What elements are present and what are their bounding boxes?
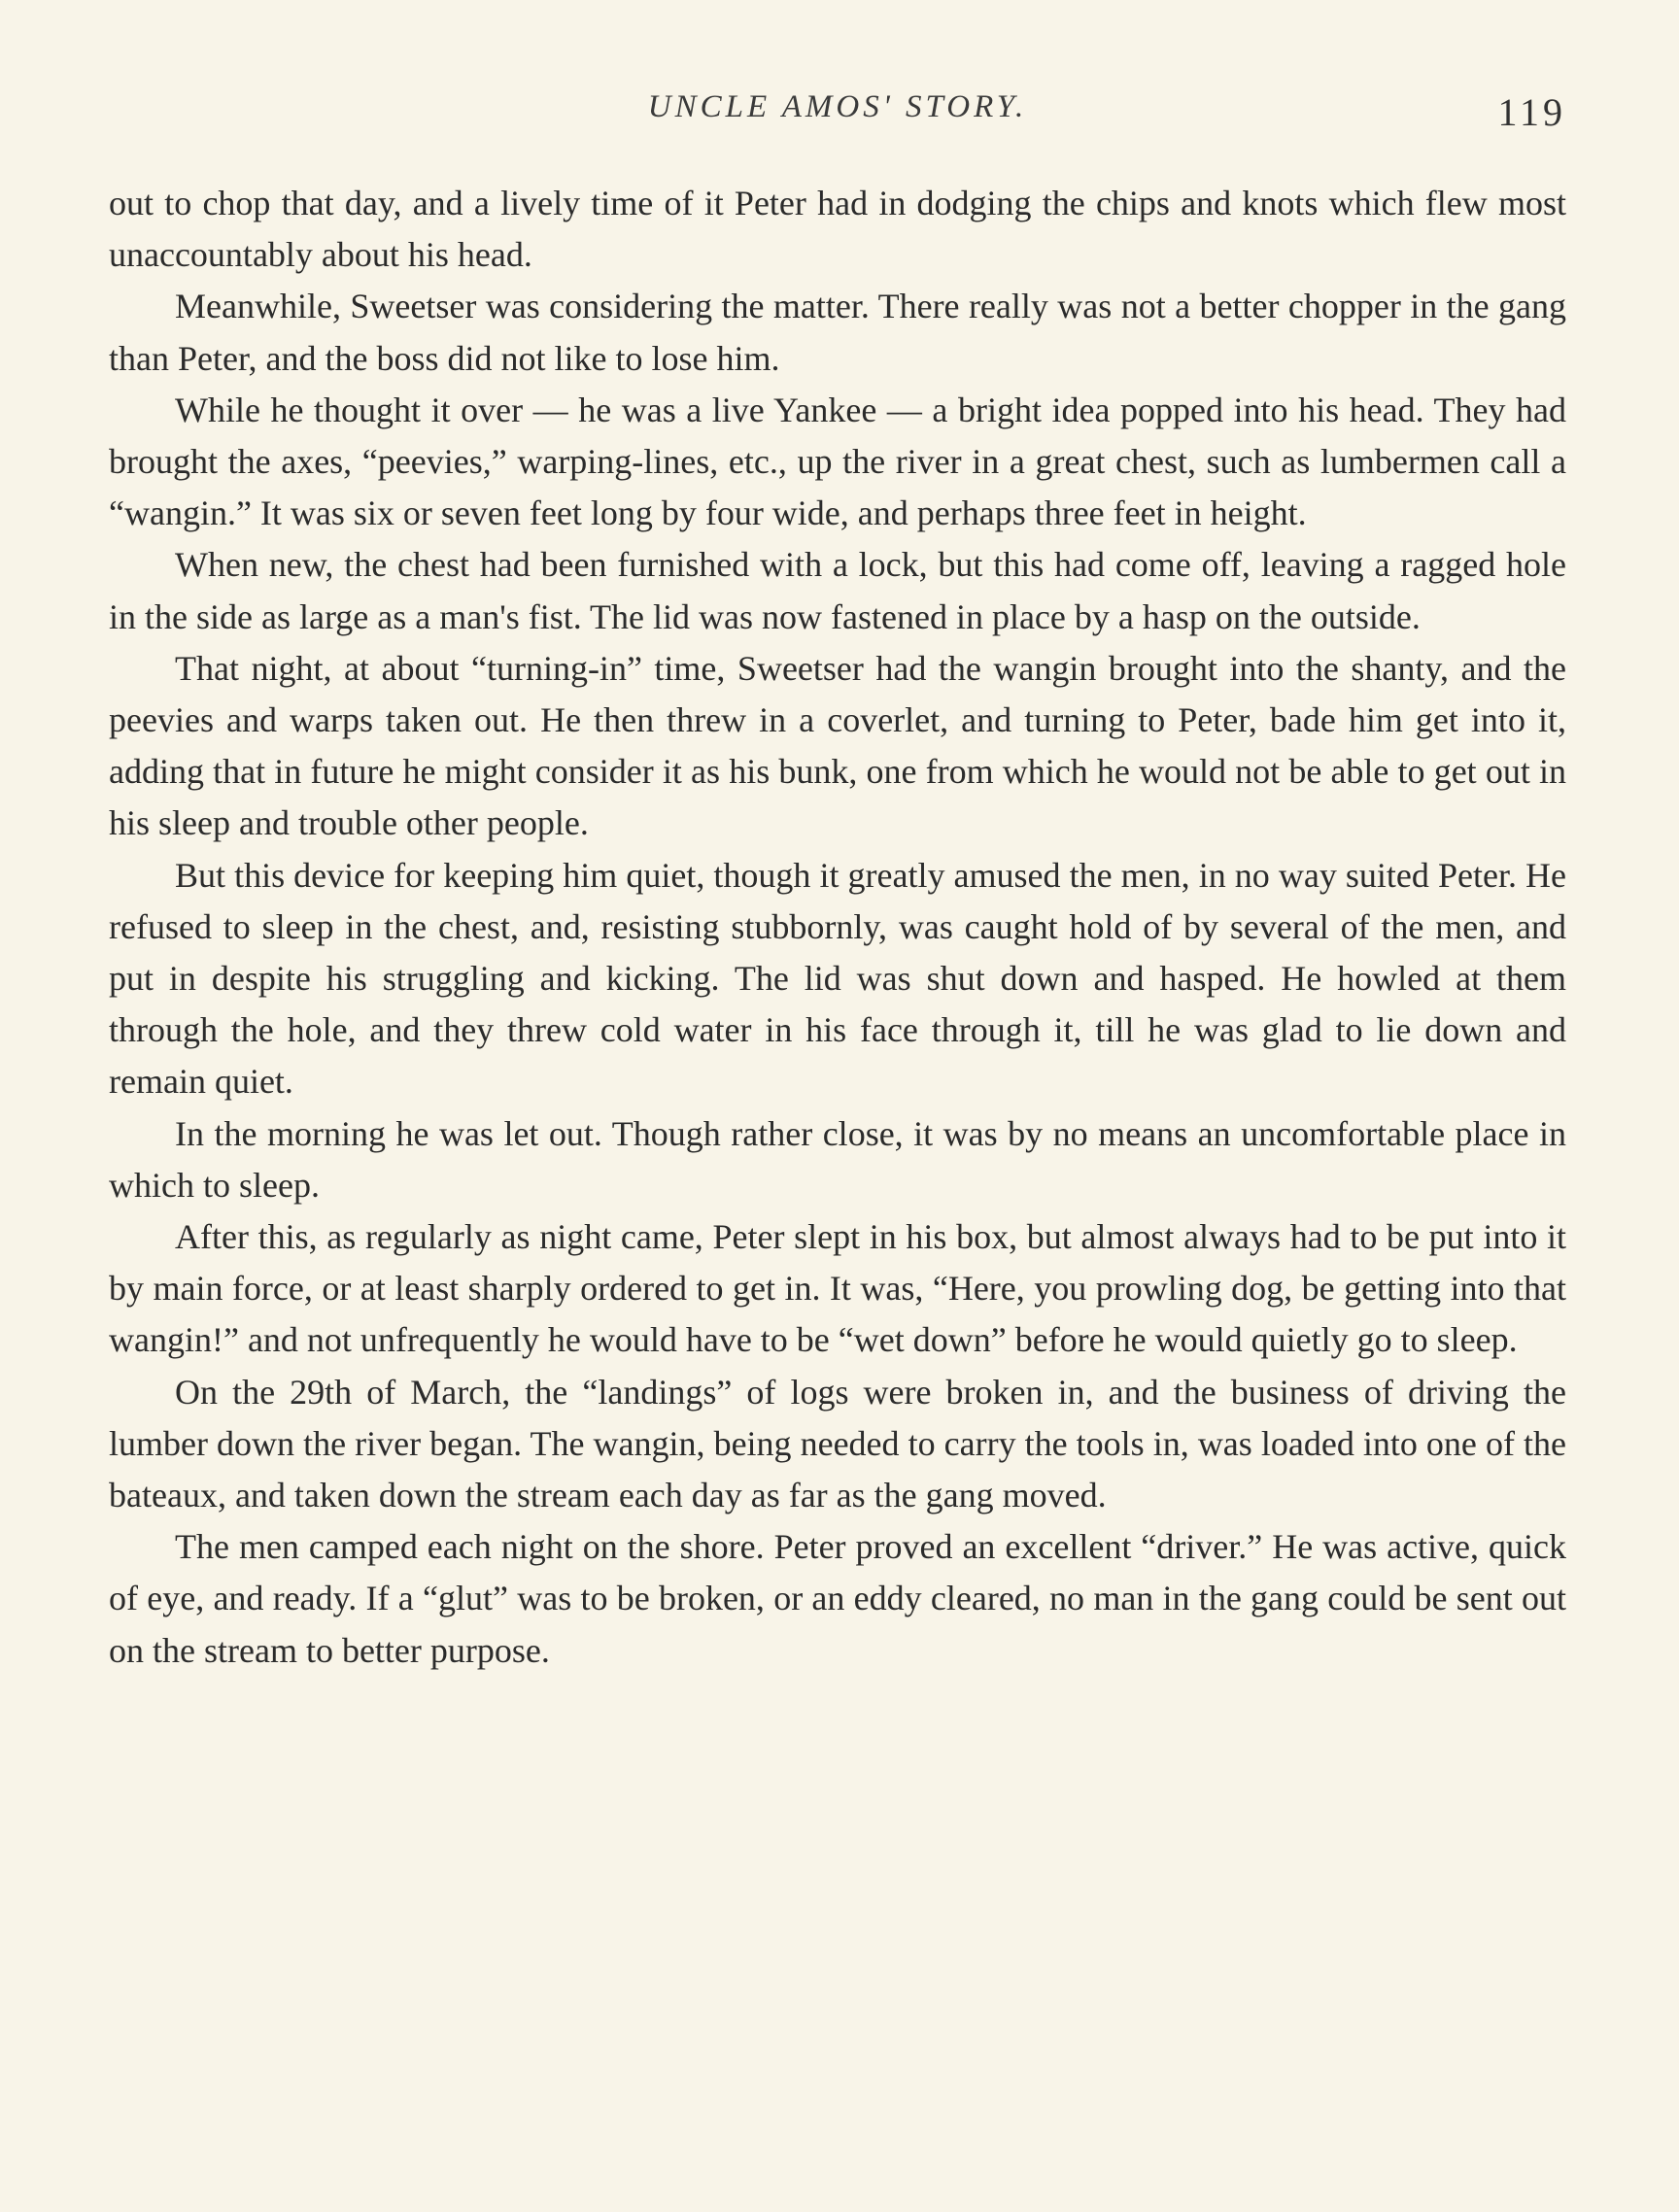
paragraph: When new, the chest had been furnished with a lock, but this had come off, leaving a ragged hole in the side as large as a man's fist. The lid was now fastened in place by a hasp on the outside. [109, 545, 1566, 636]
page-header [109, 89, 1566, 148]
paragraph: That night, at about “turning-in” time, Sweetser had the wangin brought into the shanty, and the peevies and warps taken out. He then threw in a coverlet, and turning to Peter, bade him get into it, adding that in future he might consider it as his bunk, one from which he would not be able to get out in his sleep and trouble other people. [109, 648, 1566, 843]
paragraph: On the 29th of March, the “landings” of logs were broken in, and the business of driving the lumber down the river began. The wangin, being needed to carry the tools in, was loaded into one of the bateaux, and taken down the stream each day as far as the gang moved. [109, 1372, 1566, 1515]
page-number: 119 [1497, 90, 1566, 134]
paragraph: Meanwhile, Sweetser was considering the matter. There really was not a better chopper in the gang than Peter, and the boss did not like to lose him. [109, 287, 1566, 378]
paragraph: But this device for keeping him quiet, though it greatly amused the men, in no way suited Peter. He refused to sleep in the chest, and, resisting stubbornly, was caught hold of by several of the men, and put in despite his struggling and kicking. The lid was shut down and hasped. He howled at them through the hole, and they threw cold water in his face through it, till he was glad to lie down and remain quiet. [109, 855, 1566, 1102]
paragraph: out to chop that day, and a lively time of it Peter had in dodging the chips and knots which flew most unaccountably about his head. [109, 184, 1566, 275]
body-text [109, 178, 1566, 1677]
paragraph: While he thought it over — he was a live Yankee — a bright idea popped into his head. They had brought the axes, “peevies,” warping-lines, etc., up the river in a great chest, such as lumbermen call a “wangin.” It was six or seven feet long by four wide, and perhaps three feet in height. [109, 390, 1566, 533]
paragraph: The men camped each night on the shore. Peter proved an excellent “driver.” He was active, quick of eye, and ready. If a “glut” was to be broken, or an eddy cleared, no man in the gang could be sent out on the stream to better purpose. [109, 1527, 1566, 1670]
paragraph: In the morning he was let out. Though rather close, it was by no means an uncomfortable place in which to sleep. [109, 1113, 1566, 1205]
running-title: UNCLE AMOS' STORY. [647, 89, 1028, 124]
paragraph: After this, as regularly as night came, Peter slept in his box, but almost always had to be put into it by main force, or at least sharply ordered to get in. It was, “Here, you prowling dog, be getting into that wangin!” and not unfrequently he would have to be “wet down” before he would quietly go to sleep. [109, 1217, 1566, 1360]
